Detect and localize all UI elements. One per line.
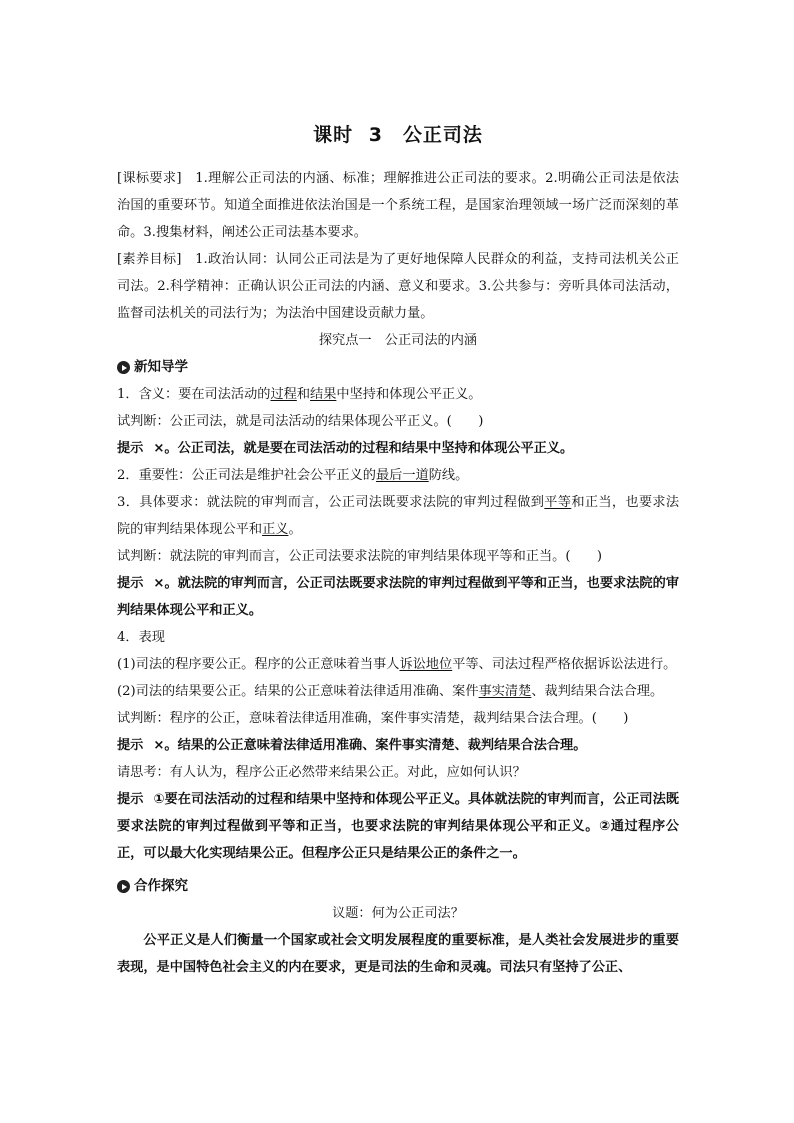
- item-meaning: [117, 381, 679, 408]
- hint-1-text: ×。公正司法，就是要在司法活动的过程和结果中坚持和体现公平正义。: [153, 441, 574, 456]
- item-meaning-text-c: 中坚持和体现公平正义。: [336, 387, 482, 402]
- item-manifestation-2: [117, 678, 679, 705]
- think-question: 请思考：有人认为，程序公正必然带来结果公正。对此，应如何认识？: [117, 765, 526, 780]
- item-meaning-underline-1: 过程: [270, 387, 297, 402]
- literacy-label: [素养目标]: [117, 252, 182, 267]
- item-importance-text-a: 2．重要性：公正司法是维护社会公平正义的: [117, 468, 376, 483]
- curriculum-text: 1.理解公正司法的内涵、标准；理解推进公正司法的要求。2.明确公正司法是依法治国的重要环节。知道全面推进依法治国是一个系统工程，是国家治理领域一场广泛而深刻的革命。3.搜集材料，阐述公正司法基本要求。: [117, 171, 679, 240]
- lesson-title: 课时 3 公正司法: [313, 124, 483, 146]
- item-requirements-underline-2: 正义: [262, 522, 289, 537]
- hint-2-label: 提示: [117, 576, 144, 591]
- literacy-goals: [117, 246, 679, 327]
- curriculum-requirements: [117, 165, 679, 246]
- hint-3-text: ×。结果的公正意味着法律适用准确、案件事实清楚、裁判结果合法合理。: [153, 738, 587, 753]
- item-requirements-text-a: 3．具体要求：就法院的审判而言，公正司法既要求法院的审判过程做到: [117, 495, 545, 510]
- hint-3-label: 提示: [117, 738, 144, 753]
- hint-2: [117, 570, 679, 624]
- play-circle-icon: [117, 880, 130, 893]
- item-requirements-underline-1: 平等: [544, 495, 572, 510]
- section-new-knowledge-label: 新知导学: [134, 359, 188, 375]
- hint-3: [117, 732, 679, 759]
- item-importance: [117, 462, 679, 489]
- item-manifestation-1-text-a: (1)司法的程序要公正。程序的公正意味着当事人: [117, 657, 400, 672]
- judge-question-1: 试判断：公正司法，就是司法活动的结果体现公平正义。( ): [117, 414, 484, 429]
- body-paragraph: 公平正义是人们衡量一个国家或社会文明发展程度的重要标准，是人类社会发展进步的重要表现，是中国特色社会主义的内在要求，更是司法的生命和灵魂。司法只有坚持了公正、: [117, 933, 679, 975]
- item-manifestation-2-text-b: 、裁判结果合法合理。: [531, 684, 664, 699]
- judge-question-3: 试判断：程序的公正，意味着法律适用准确，案件事实清楚，裁判结果合法合理。( ): [117, 711, 629, 726]
- section-cooperative-inquiry: [117, 873, 679, 900]
- hint-1: [117, 435, 679, 462]
- item-meaning-underline-2: 结果: [310, 387, 337, 402]
- item-requirements: [117, 489, 679, 543]
- judge-question-2: 试判断：就法院的审判而言，公正司法要求法院的审判结果体现平等和正当。( ): [117, 549, 603, 564]
- hint-4-text: ①要在司法活动的过程和结果中坚持和体现公平正义。具体就法院的审判而言，公正司法既要求法院的审判过程做到平等和正当，也要求法院的审判结果体现公平和正义。②通过程序公正，可以最大化实现结果公正。但程序公正只是结果公正的条件之一。: [117, 792, 679, 861]
- hint-2-text: ×。就法院的审判而言，公正司法既要求法院的审判过程做到平等和正当，也要求法院的审判结果体现公平和正义。: [117, 576, 680, 618]
- literacy-text: 1.政治认同：认同公正司法是为了更好地保障人民群众的利益，支持司法机关公正司法。2.科学精神：正确认识公正司法的内涵、意义和要求。3.公共参与：旁听具体司法活动，监督司法机关的司法行为；为法治中国建设贡献力量。: [117, 252, 679, 321]
- item-meaning-text-a: 1．含义：要在司法活动的: [117, 387, 271, 402]
- curriculum-label: [课标要求]: [117, 171, 182, 186]
- item-requirements-text-b: 和正当，也要求法院的审判结果体现公平和: [117, 495, 680, 537]
- item-manifestation: 4．表现: [117, 630, 165, 645]
- item-manifestation-1: [117, 651, 679, 678]
- item-requirements-text-c: 。: [288, 522, 302, 537]
- section-cooperative-inquiry-label: 合作探究: [134, 878, 188, 894]
- explore-point-title: 探究点一 公正司法的内涵: [318, 333, 478, 348]
- topic-heading: 议题：何为公正司法？: [332, 906, 464, 921]
- item-importance-text-b: 防线。: [428, 468, 469, 483]
- section-new-knowledge: [117, 354, 679, 381]
- item-importance-underline: 最后一道: [375, 468, 429, 483]
- item-manifestation-2-underline: 事实清楚: [478, 684, 532, 699]
- item-meaning-text-b: 和: [296, 387, 311, 402]
- hint-4: [117, 786, 679, 867]
- hint-1-label: 提示: [117, 441, 144, 456]
- item-manifestation-1-text-b: 平等、司法过程严格依据诉讼法进行。: [452, 657, 677, 672]
- document-page: [117, 120, 679, 981]
- hint-4-label: 提示: [117, 792, 144, 807]
- item-manifestation-2-text-a: (2)司法的结果要公正。结果的公正意味着法律适用准确、案件: [117, 684, 479, 699]
- play-circle-icon: [117, 361, 130, 374]
- item-manifestation-1-underline: 诉讼地位: [399, 657, 453, 672]
